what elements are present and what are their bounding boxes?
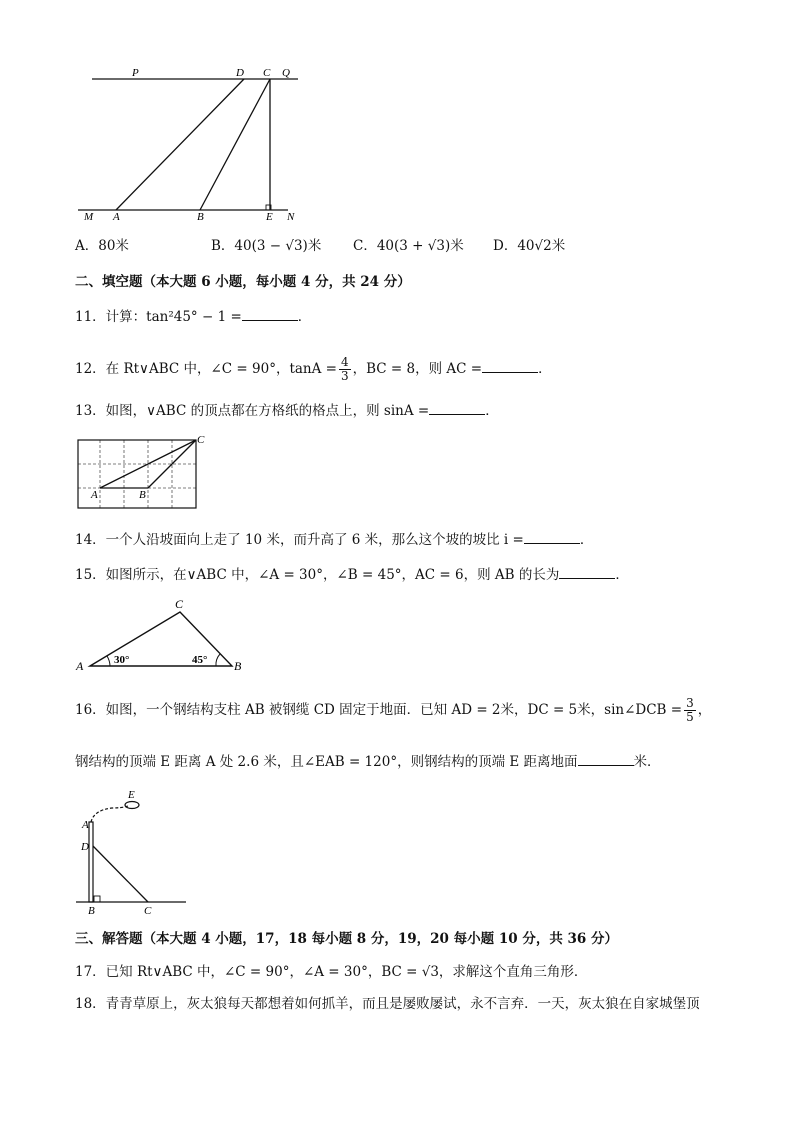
figure-q13 — [72, 434, 212, 514]
pillar-top-curve — [91, 806, 128, 822]
cable-cd — [93, 846, 148, 902]
option-a[interactable]: A．80米 — [75, 238, 129, 254]
label-b: B — [139, 489, 146, 501]
figure-q15 — [72, 596, 252, 676]
lamp-e — [125, 802, 139, 809]
section-3-title: 三、解答题（本大题 4 小题，17，18 每小题 8 分，19，20 每小题 10 分，共 36 分） — [75, 931, 619, 947]
label-m: M — [84, 211, 94, 223]
label-a: A — [76, 659, 84, 673]
label-n: N — [287, 211, 295, 223]
segment-ad — [116, 79, 244, 210]
answer-blank[interactable] — [524, 531, 580, 544]
label-a: A — [82, 819, 89, 831]
label-b: B — [88, 905, 95, 917]
question-12: 12．在 Rt∨ABC 中，∠C = 90°，tanA = $\frac{4}{3}$ ，BC = 8，则 AC = ． — [75, 355, 552, 383]
option-b[interactable]: B．40(3 − √3)米 — [211, 238, 322, 254]
label-b: B — [234, 659, 242, 673]
figure-q10 — [70, 62, 310, 224]
angle-b-label: 45° — [192, 654, 208, 666]
label-p: P — [132, 67, 139, 79]
question-14: 14．一个人沿坡面向上走了 10 米，而升高了 6 米，那么这个坡的坡比 i = ． — [75, 532, 594, 548]
question-18: 18．青青草原上，灰太狼每天都想着如何抓羊，而且是屡败屡试，永不言弃．一天，灰太狼在自家城堡顶 — [75, 996, 700, 1012]
right-angle-mark — [94, 896, 100, 902]
question-16: 16．如图，一个钢结构支柱 AB 被钢缆 CD 固定于地面．已知 AD = 2米，DC = 5米，sin∠DCB = $\frac{3}{5}$ ， — [75, 696, 712, 724]
section-2-title: 二、填空题（本大题 6 小题，每小题 4 分，共 24 分） — [75, 274, 411, 290]
label-c: C — [175, 597, 184, 611]
question-17: 17．已知 Rt∨ABC 中，∠C = 90°，∠A = 30°，BC = √3，求解这个直角三角形． — [75, 964, 588, 980]
question-13: 13．如图，∨ABC 的顶点都在方格纸的格点上，则 sinA = ． — [75, 403, 499, 419]
angle-a-label: 30° — [114, 654, 130, 666]
label-e: E — [266, 211, 273, 223]
answer-blank[interactable] — [242, 308, 298, 321]
label-e: E — [128, 789, 135, 801]
fraction: $\frac{3}{5}$ — [686, 696, 694, 724]
option-d[interactable]: D．40√2米 — [493, 238, 566, 254]
answer-blank[interactable] — [482, 360, 538, 373]
label-a: A — [113, 211, 120, 223]
question-11: 11．计算：tan²45° − 1 = ． — [75, 309, 312, 325]
segment-bc — [200, 79, 270, 210]
answer-blank[interactable] — [429, 402, 485, 415]
label-c: C — [263, 67, 271, 79]
option-c[interactable]: C．40(3 + √3)米 — [353, 238, 464, 254]
angle-arc-b — [216, 654, 220, 666]
label-q: Q — [282, 67, 290, 79]
label-c: C — [197, 434, 205, 446]
answer-blank[interactable] — [559, 566, 615, 579]
answer-blank[interactable] — [578, 753, 634, 766]
label-b: B — [197, 211, 204, 223]
question-15: 15．如图所示，在∨ABC 中，∠A = 30°，∠B = 45°，AC = 6，则 AB 的长为 ． — [75, 567, 629, 583]
figure-q16 — [72, 788, 192, 918]
label-c: C — [144, 905, 152, 917]
triangle-abc — [90, 612, 232, 666]
label-d: D — [81, 841, 89, 853]
pillar-ab — [89, 822, 93, 902]
label-d: D — [236, 67, 244, 79]
question-16-line-2: 钢结构的顶端 E 距离 A 处 2.6 米，且∠EAB = 120°，则钢结构的顶端 E 距离地面 米． — [75, 754, 661, 770]
label-a: A — [91, 489, 98, 501]
fraction: $\frac{4}{3}$ — [340, 355, 349, 383]
angle-arc-a — [107, 656, 110, 666]
